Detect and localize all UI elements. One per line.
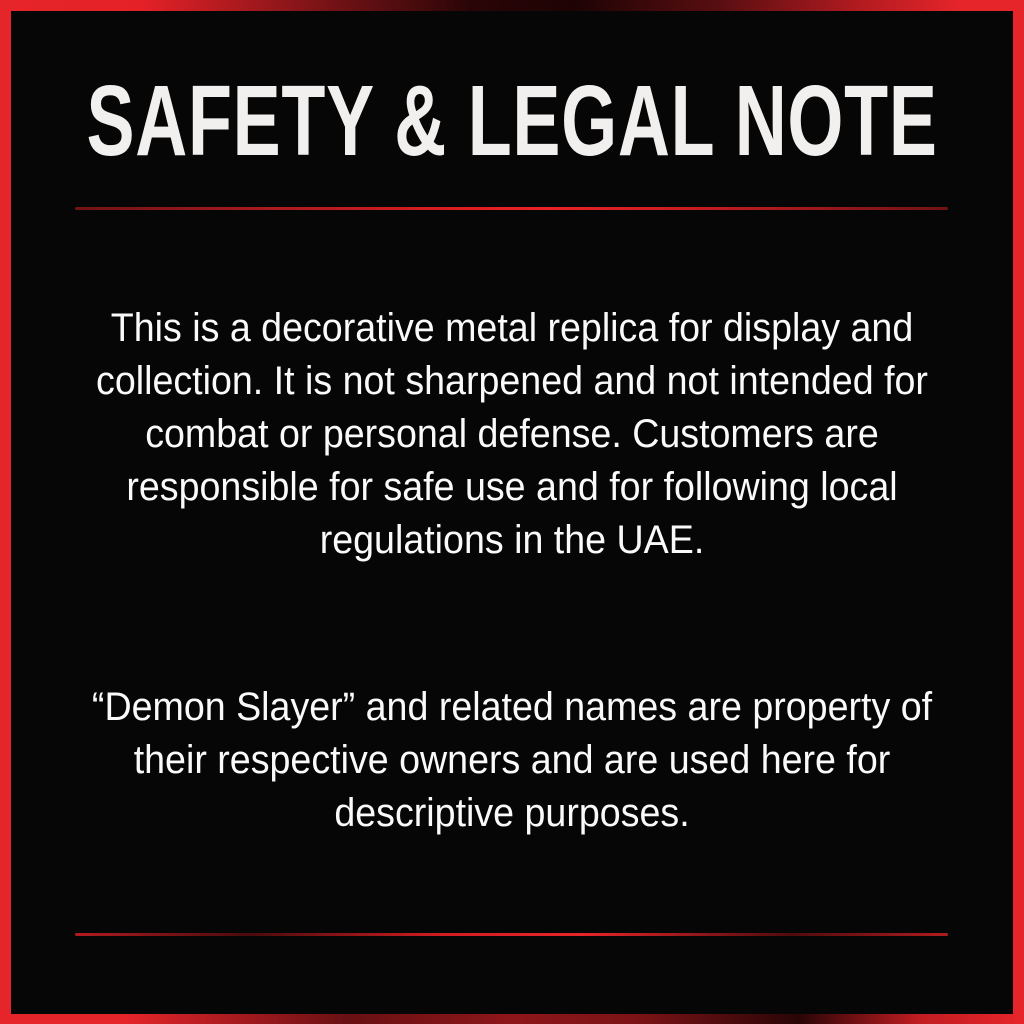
paragraph-line: “Demon Slayer” and related names are property of: [91, 685, 933, 729]
bottom-divider: [75, 933, 948, 936]
paragraph-line: their respective owners and are used here for: [133, 738, 891, 782]
paragraph-line: regulations in the UAE.: [319, 518, 705, 562]
page-title: [0, 60, 1024, 182]
paragraph-line: combat or personal defense. Customers are: [145, 412, 879, 456]
paragraph-line: descriptive purposes.: [334, 791, 690, 835]
safety-paragraph: [31, 302, 994, 567]
paragraph-line: responsible for safe use and for following local: [126, 465, 898, 509]
title-divider: [75, 207, 948, 210]
paragraph-line: This is a decorative metal replica for display and: [110, 306, 914, 350]
trademark-paragraph: [31, 681, 994, 840]
frame-border-bottom: [0, 1014, 1024, 1024]
frame-border-top: [0, 0, 1024, 11]
paragraph-line: collection. It is not sharpened and not intended for: [96, 359, 928, 403]
page-title-text: SAFETY & LEGAL NOTE: [86, 64, 938, 177]
